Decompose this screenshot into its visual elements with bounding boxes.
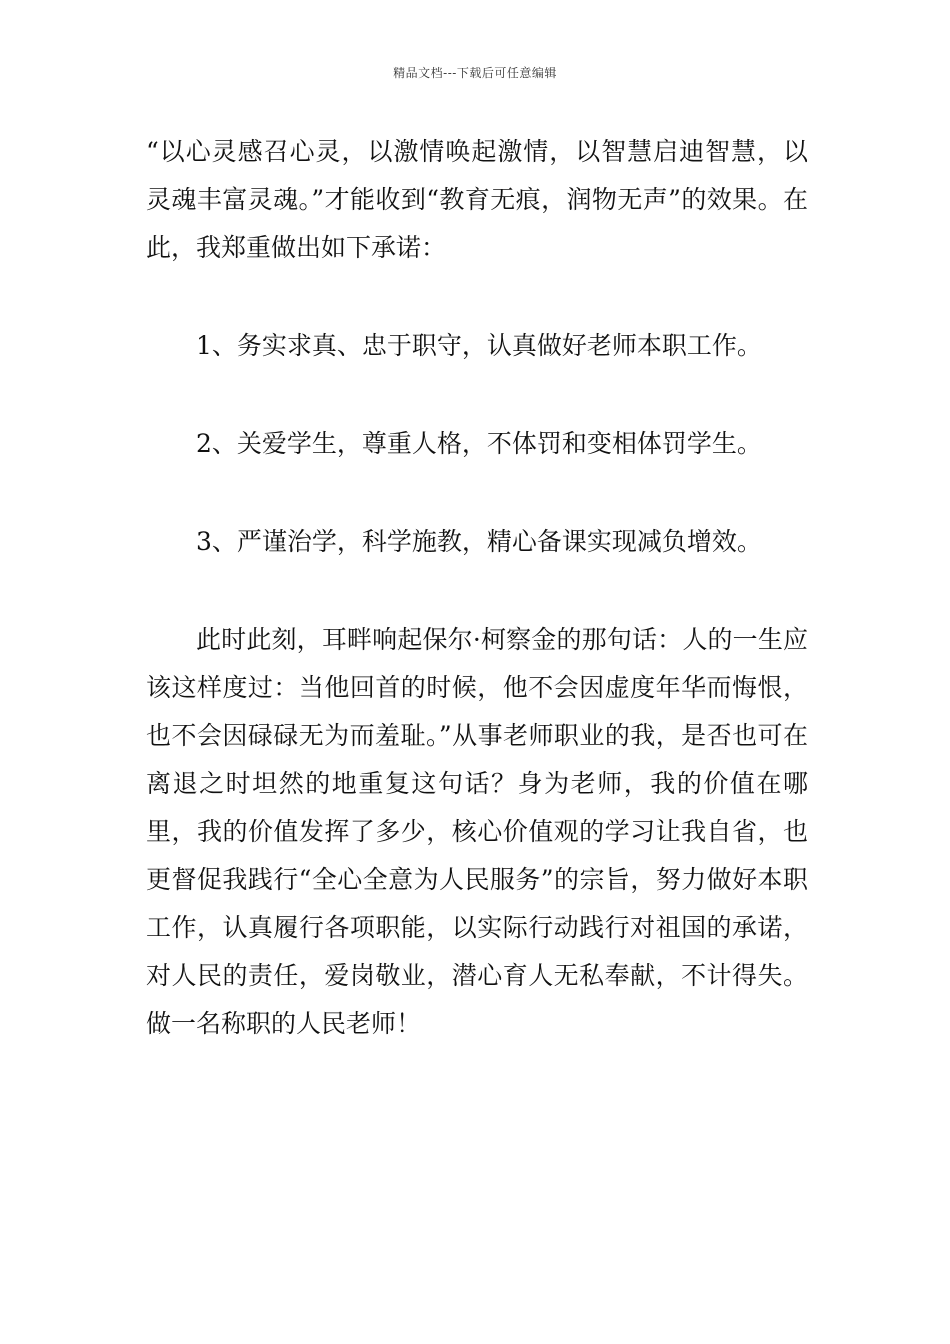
intro-paragraph: “以心灵感召心灵，以激情唤起激情，以智慧启迪智慧，以灵魂丰富灵魂。”才能收到“教育无痕，润物无声”的效果。在此，我郑重做出如下承诺： bbox=[146, 137, 808, 262]
closing-paragraph: 此时此刻，耳畔响起保尔·柯察金的那句话：人的一生应该这样度过：当他回首的时候，他不会因虚度年华而悔恨，也不会因碌碌无为而羞耻。”从事老师职业的我，是否也可在离退之时坦然的地重复这句话？身为老师，我的价值在哪里，我的价值发挥了多少，核心价值观的学习让我自省，也更督促我践行“全心全意为人民服务”的宗旨，努力做好本职工作，认真履行各项职能，以实际行动践行对祖国的承诺，对人民的责任，爱岗敬业，潜心育人无私奉献，不计得失。做一名称职的人民老师！ bbox=[146, 625, 808, 1038]
commitment-item-3: 3、严谨治学，科学施教，精心备课实现减负增效。 bbox=[196, 527, 762, 556]
commitment-item-2: 2、关爱学生，尊重人格，不体罚和变相体罚学生。 bbox=[196, 429, 762, 458]
commitment-item-1: 1、务实求真、忠于职守，认真做好老师本职工作。 bbox=[196, 331, 762, 360]
document-body bbox=[146, 128, 808, 1048]
page-header: 精品文档---下载后可任意编辑 bbox=[393, 66, 557, 80]
